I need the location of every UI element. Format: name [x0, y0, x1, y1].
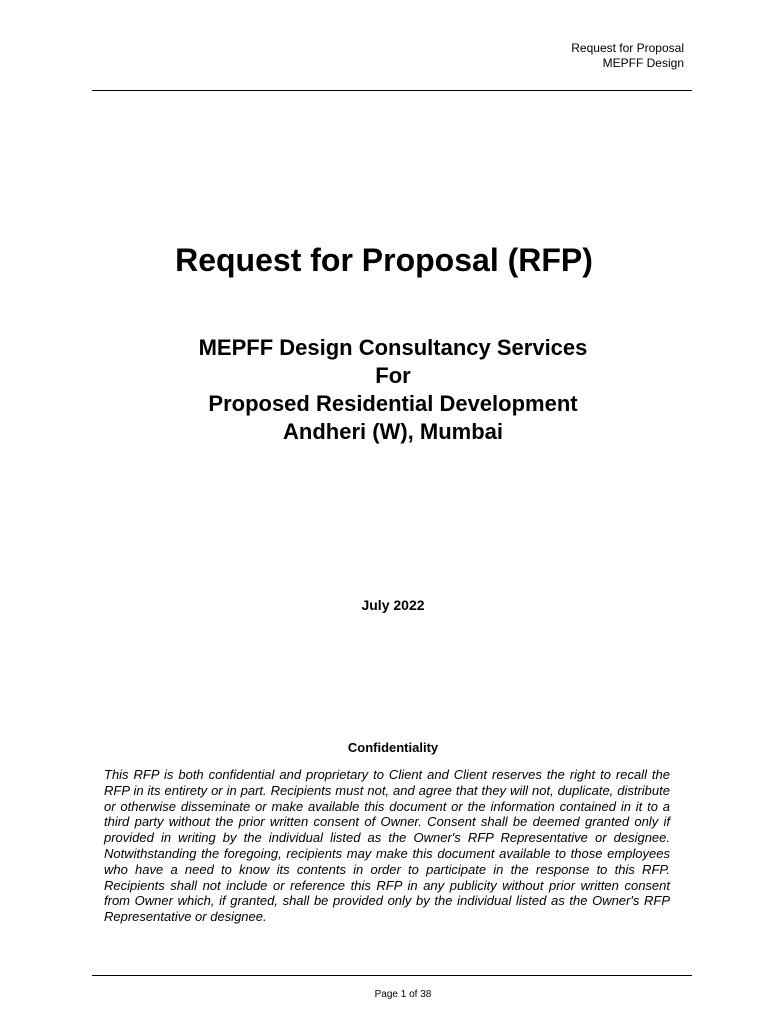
footer-divider	[92, 975, 692, 976]
subtitle-line-2: For	[375, 363, 411, 388]
document-title: Request for Proposal (RFP)	[175, 242, 593, 278]
document-date: July 2022	[361, 597, 425, 613]
subtitle-line-3: Proposed Residential Development	[208, 391, 578, 416]
confidentiality-paragraph: This RFP is both confidential and proprietary to Client and Client reserves the right to recall the RFP in its entirety or in part. Recipients must not, and agree that they will not, duplicate, distribute or otherwise disseminate or make available this document or the information contained in it to a third party without the prior written consent of Owner. Consent shall be deemed granted only if provided in writing by the individual listed as the Owner's RFP Representative or designee. Notwithstanding the foregoing, recipients may make this document available to those employees who have a need to know its contents in order to participate in the response to this RFP. Recipients shall not include or reference this RFP in any publicity without prior written consent from Owner which, if granted, shall be provided only by the individual listed as the Owner's RFP Representative or designee.	[104, 767, 670, 925]
document-subtitle	[0, 334, 768, 446]
page-header	[571, 41, 684, 71]
header-divider	[92, 90, 692, 91]
subtitle-line-1: MEPFF Design Consultancy Services	[198, 335, 588, 360]
subtitle-line-4: Andheri (W), Mumbai	[283, 419, 503, 444]
page-number: Page 1 of 38	[374, 989, 432, 1000]
confidentiality-heading: Confidentiality	[347, 740, 439, 755]
header-line-1: Request for Proposal	[571, 41, 684, 55]
header-line-2: MEPFF Design	[602, 56, 684, 70]
